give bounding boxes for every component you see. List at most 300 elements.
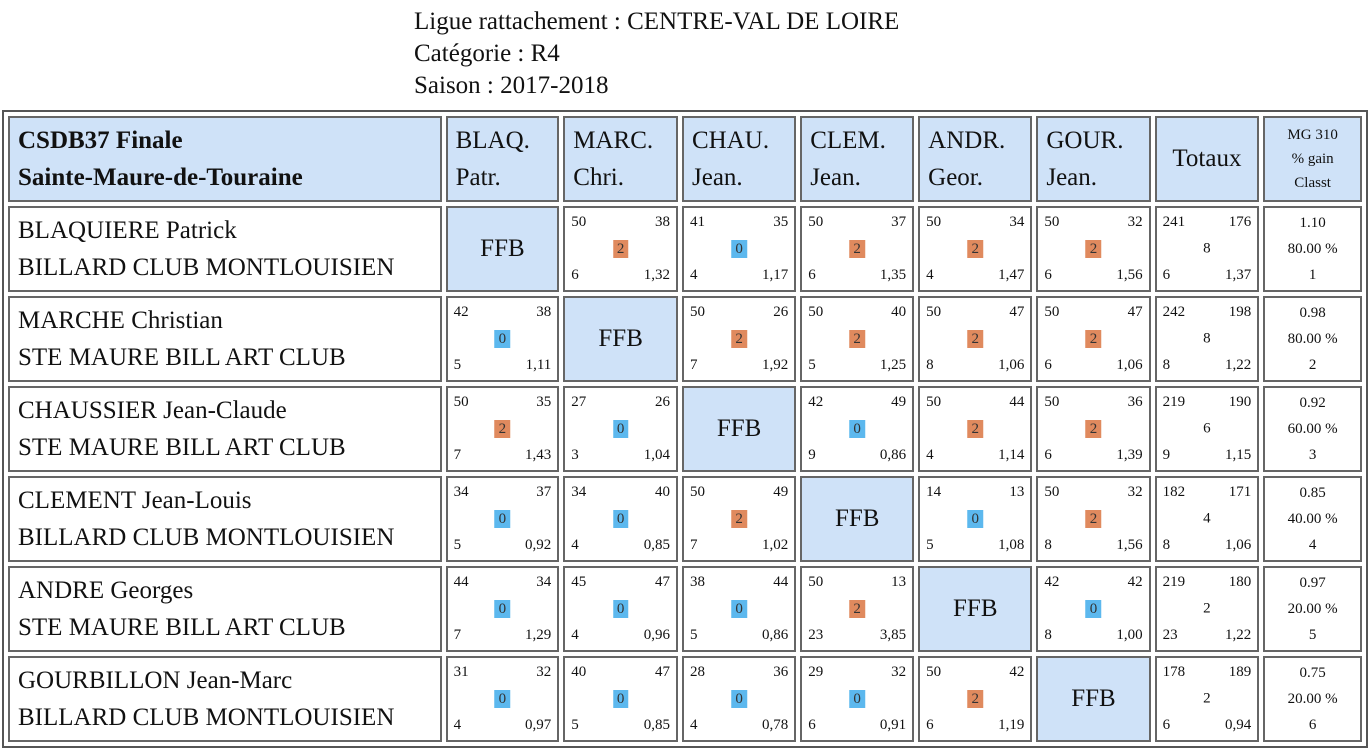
match-points-badge: 0 xyxy=(731,690,747,708)
innings: 4 xyxy=(571,537,579,553)
points-scored: 50 xyxy=(926,304,942,320)
player-name: BLAQUIERE Patrick xyxy=(18,217,237,244)
player-row xyxy=(8,656,1362,742)
average: 1,17 xyxy=(761,267,789,283)
average: 1,00 xyxy=(1116,627,1143,643)
player-cell xyxy=(8,206,442,292)
opponent-points: 47 xyxy=(1009,304,1025,320)
opponent-points: 47 xyxy=(655,664,670,680)
points-scored: 50 xyxy=(571,214,587,230)
opponent-points: 26 xyxy=(655,394,670,410)
ffb-cell: FFB xyxy=(563,296,678,382)
col-header-first: Jean. xyxy=(1046,164,1098,191)
innings: 4 xyxy=(926,267,934,283)
points-scored: 27 xyxy=(571,394,587,410)
best-innings: 8 xyxy=(1162,357,1171,373)
player-name: CHAUSSIER Jean-Claude xyxy=(18,397,287,424)
match-points-badge: 0 xyxy=(495,330,511,348)
points-scored: 50 xyxy=(926,664,942,680)
match-points-badge: 0 xyxy=(495,690,511,708)
totals-cell xyxy=(1155,206,1260,292)
points-scored: 42 xyxy=(1044,574,1060,590)
overall-average: 0,94 xyxy=(1225,717,1252,733)
header-row xyxy=(8,116,1362,202)
innings: 6 xyxy=(1044,267,1052,283)
average: 0,92 xyxy=(525,537,552,553)
player-club: STE MAURE BILL ART CLUB xyxy=(18,614,346,641)
col-header-3 xyxy=(682,116,796,202)
points-scored: 50 xyxy=(926,214,942,230)
points-scored: 45 xyxy=(571,574,587,590)
rank-value: 5 xyxy=(1308,627,1317,643)
innings: 3 xyxy=(571,447,579,463)
mg-label: MG 310 xyxy=(1287,127,1338,143)
opponent-points: 36 xyxy=(1127,394,1143,410)
best-innings: 8 xyxy=(1162,537,1171,553)
opponent-points: 32 xyxy=(1127,214,1143,230)
ligue-line: Ligue rattachement : CENTRE-VAL DE LOIRE xyxy=(414,8,900,35)
average: 1,25 xyxy=(879,357,907,373)
average: 1,08 xyxy=(998,537,1025,553)
match-points-badge: 2 xyxy=(968,240,984,258)
overall-average: 1,15 xyxy=(1225,447,1252,463)
innings: 6 xyxy=(571,267,579,283)
opponent-points: 34 xyxy=(1009,214,1025,230)
match-points-badge: 0 xyxy=(495,600,511,618)
average: 1,29 xyxy=(525,627,552,643)
opponent-points: 47 xyxy=(1127,304,1143,320)
gain-label: % gain xyxy=(1291,151,1334,167)
col-header-first: Chri. xyxy=(573,164,624,191)
col-header-abbr: GOUR. xyxy=(1046,127,1124,154)
totals-cell xyxy=(1155,656,1260,742)
best-innings: 6 xyxy=(1162,267,1171,283)
average: 1,14 xyxy=(998,447,1025,463)
player-row xyxy=(8,476,1362,562)
player-cell xyxy=(8,656,442,742)
col-header-1 xyxy=(446,116,560,202)
opponent-points: 44 xyxy=(1009,394,1025,410)
average: 0,85 xyxy=(643,537,670,553)
totals-cell xyxy=(1155,296,1260,382)
mg-value: 0.75 xyxy=(1299,665,1326,681)
points-scored: 50 xyxy=(1044,394,1060,410)
innings: 6 xyxy=(808,717,816,733)
average: 3,85 xyxy=(879,627,907,643)
innings: 6 xyxy=(808,267,816,283)
totals-cell xyxy=(1155,566,1260,652)
gain-value: 20.00 % xyxy=(1287,601,1338,617)
match-points-badge: 0 xyxy=(613,600,629,618)
player-cell xyxy=(8,566,442,652)
opponent-points: 34 xyxy=(536,574,552,590)
gain-value: 80.00 % xyxy=(1287,331,1338,347)
col-header-abbr: CHAU. xyxy=(692,127,770,154)
average: 1,43 xyxy=(525,447,552,463)
total-points: 242 xyxy=(1162,304,1186,320)
average: 1,35 xyxy=(879,267,907,283)
match-points-badge: 2 xyxy=(1086,240,1102,258)
match-points-badge: 2 xyxy=(731,330,747,348)
match-cell xyxy=(446,296,560,382)
match-cell xyxy=(918,476,1032,562)
match-cell xyxy=(682,206,796,292)
match-cell xyxy=(918,296,1032,382)
ffb-cell: FFB xyxy=(682,386,796,472)
stats-cell xyxy=(1263,656,1362,742)
overall-average: 1,06 xyxy=(1225,537,1252,553)
average: 0,97 xyxy=(525,717,552,733)
points-scored: 42 xyxy=(808,394,824,410)
gain-value: 60.00 % xyxy=(1287,421,1338,437)
rank-value: 2 xyxy=(1308,357,1317,373)
match-cell xyxy=(682,296,796,382)
average: 1,06 xyxy=(998,357,1025,373)
match-points-badge: 2 xyxy=(849,240,865,258)
match-cell xyxy=(446,566,560,652)
total-match-points: 8 xyxy=(1203,330,1211,347)
col-header-abbr: ANDR. xyxy=(928,127,1006,154)
player-cell xyxy=(8,296,442,382)
average: 0,78 xyxy=(761,717,789,733)
innings: 7 xyxy=(690,357,698,373)
match-points-badge: 2 xyxy=(731,510,747,528)
match-points-badge: 0 xyxy=(495,510,511,528)
points-scored: 50 xyxy=(1044,304,1060,320)
match-cell xyxy=(563,476,678,562)
innings: 6 xyxy=(1044,357,1052,373)
average: 1,39 xyxy=(1116,447,1143,463)
gain-value: 20.00 % xyxy=(1287,691,1338,707)
innings: 4 xyxy=(571,627,579,643)
overall-average: 1,37 xyxy=(1225,267,1252,283)
stats-cell xyxy=(1263,566,1362,652)
rank-value: 1 xyxy=(1308,267,1317,283)
player-club: BILLARD CLUB MONTLOUISIEN xyxy=(18,524,395,551)
opponent-points: 40 xyxy=(655,484,670,500)
points-scored: 38 xyxy=(690,574,705,590)
average: 1,47 xyxy=(998,267,1025,283)
col-header-abbr: CLEM. xyxy=(810,127,886,154)
innings: 4 xyxy=(926,447,934,463)
overall-average: 1,22 xyxy=(1225,627,1252,643)
stats-cell xyxy=(1263,476,1362,562)
average: 0,86 xyxy=(761,627,789,643)
opponent-points: 32 xyxy=(891,664,907,680)
tournament-title: CSDB37 Finale xyxy=(18,127,183,154)
innings: 23 xyxy=(808,627,824,643)
stats-cell xyxy=(1263,296,1362,382)
match-cell xyxy=(563,656,678,742)
average: 1,19 xyxy=(998,717,1025,733)
rank-value: 4 xyxy=(1308,537,1317,553)
innings: 5 xyxy=(453,537,462,553)
opponent-points: 49 xyxy=(773,484,789,500)
innings: 7 xyxy=(453,447,462,463)
opponent-points: 47 xyxy=(655,574,670,590)
average: 1,11 xyxy=(525,357,552,373)
points-scored: 50 xyxy=(1044,214,1060,230)
saison-line: Saison : 2017-2018 xyxy=(414,72,609,99)
total-points: 219 xyxy=(1162,574,1186,590)
match-cell xyxy=(446,386,560,472)
points-scored: 31 xyxy=(453,664,469,680)
points-scored: 50 xyxy=(690,484,705,500)
col-header-2 xyxy=(563,116,678,202)
match-points-badge: 0 xyxy=(613,510,629,528)
match-points-badge: 2 xyxy=(1086,330,1102,348)
innings: 5 xyxy=(926,537,934,553)
gain-value: 40.00 % xyxy=(1287,511,1338,527)
match-points-badge: 2 xyxy=(849,600,865,618)
player-cell xyxy=(8,386,442,472)
mg-value: 1.10 xyxy=(1299,215,1326,231)
results-grid xyxy=(2,110,1368,748)
opponent-points: 13 xyxy=(891,574,907,590)
points-scored: 41 xyxy=(690,214,705,230)
total-points: 178 xyxy=(1162,664,1186,680)
average: 1,56 xyxy=(1116,537,1143,553)
tournament-title-cell xyxy=(8,116,442,202)
average: 0,85 xyxy=(643,717,670,733)
match-cell xyxy=(918,386,1032,472)
total-opponent-points: 180 xyxy=(1228,574,1252,590)
total-opponent-points: 171 xyxy=(1228,484,1252,500)
player-club: BILLARD CLUB MONTLOUISIEN xyxy=(18,704,395,731)
points-scored: 28 xyxy=(690,664,705,680)
match-points-badge: 2 xyxy=(968,420,984,438)
col-header-5 xyxy=(918,116,1032,202)
ffb-cell: FFB xyxy=(800,476,914,562)
opponent-points: 40 xyxy=(891,304,907,320)
opponent-points: 49 xyxy=(891,394,907,410)
opponent-points: 37 xyxy=(536,484,552,500)
player-row xyxy=(8,566,1362,652)
match-points-badge: 2 xyxy=(613,240,629,258)
innings: 6 xyxy=(1044,447,1052,463)
innings: 5 xyxy=(808,357,816,373)
match-cell xyxy=(682,566,796,652)
opponent-points: 35 xyxy=(773,214,789,230)
points-scored: 50 xyxy=(690,304,705,320)
player-name: CLEMENT Jean-Louis xyxy=(18,487,252,514)
opponent-points: 38 xyxy=(536,304,552,320)
opponent-points: 38 xyxy=(655,214,670,230)
match-points-badge: 0 xyxy=(613,420,629,438)
match-cell xyxy=(800,656,914,742)
match-points-badge: 2 xyxy=(968,690,984,708)
classt-label: Classt xyxy=(1294,175,1331,191)
total-match-points: 8 xyxy=(1203,240,1211,257)
innings: 8 xyxy=(1044,627,1052,643)
col-header-abbr: MARC. xyxy=(573,127,654,154)
col-header-first: Jean. xyxy=(810,164,861,191)
player-club: STE MAURE BILL ART CLUB xyxy=(18,344,346,371)
total-points: 219 xyxy=(1162,394,1186,410)
points-scored: 50 xyxy=(453,394,469,410)
average: 1,06 xyxy=(1116,357,1143,373)
match-cell xyxy=(1036,476,1150,562)
average: 0,86 xyxy=(879,447,907,463)
total-points: 241 xyxy=(1162,214,1186,230)
match-points-badge: 0 xyxy=(1086,600,1102,618)
opponent-points: 26 xyxy=(773,304,789,320)
match-points-badge: 0 xyxy=(613,690,629,708)
points-scored: 14 xyxy=(926,484,942,500)
opponent-points: 32 xyxy=(1127,484,1143,500)
average: 0,96 xyxy=(643,627,670,643)
match-points-badge: 2 xyxy=(1086,510,1102,528)
points-scored: 50 xyxy=(926,394,942,410)
points-scored: 50 xyxy=(808,574,824,590)
stats-header xyxy=(1263,116,1362,202)
innings: 9 xyxy=(808,447,816,463)
points-scored: 42 xyxy=(453,304,469,320)
col-header-first: Patr. xyxy=(455,164,501,191)
col-header-4 xyxy=(800,116,914,202)
results-body xyxy=(8,206,1362,742)
match-cell xyxy=(800,296,914,382)
match-cell xyxy=(918,206,1032,292)
average: 1,32 xyxy=(643,267,670,283)
match-cell xyxy=(800,206,914,292)
opponent-points: 35 xyxy=(536,394,552,410)
categorie-line: Catégorie : R4 xyxy=(414,40,560,67)
match-cell xyxy=(563,566,678,652)
mg-value: 0.97 xyxy=(1299,575,1326,591)
totals-header: Totaux xyxy=(1155,116,1260,202)
total-opponent-points: 198 xyxy=(1228,304,1252,320)
col-header-6 xyxy=(1036,116,1150,202)
match-points-badge: 2 xyxy=(849,330,865,348)
points-scored: 50 xyxy=(808,214,824,230)
innings: 7 xyxy=(453,627,462,643)
player-name: GOURBILLON Jean-Marc xyxy=(18,667,293,694)
match-cell xyxy=(1036,566,1150,652)
points-scored: 50 xyxy=(1044,484,1060,500)
totals-cell xyxy=(1155,386,1260,472)
match-cell xyxy=(800,386,914,472)
innings: 5 xyxy=(690,627,698,643)
col-header-first: Geor. xyxy=(928,164,984,191)
points-scored: 50 xyxy=(808,304,824,320)
total-match-points: 6 xyxy=(1203,420,1211,437)
match-points-badge: 0 xyxy=(731,240,747,258)
ffb-cell: FFB xyxy=(918,566,1032,652)
opponent-points: 13 xyxy=(1009,484,1025,500)
stats-cell xyxy=(1263,206,1362,292)
tournament-header xyxy=(414,6,899,102)
total-match-points: 2 xyxy=(1203,690,1211,707)
innings: 8 xyxy=(926,357,934,373)
ffb-cell: FFB xyxy=(446,206,560,292)
totals-cell xyxy=(1155,476,1260,562)
innings: 4 xyxy=(690,717,698,733)
total-match-points: 2 xyxy=(1203,600,1211,617)
match-cell xyxy=(800,566,914,652)
innings: 7 xyxy=(690,537,698,553)
match-cell xyxy=(1036,296,1150,382)
innings: 4 xyxy=(690,267,698,283)
rank-value: 6 xyxy=(1308,717,1317,733)
average: 1,92 xyxy=(761,357,789,373)
match-points-badge: 2 xyxy=(1086,420,1102,438)
match-cell xyxy=(1036,206,1150,292)
overall-average: 1,22 xyxy=(1225,357,1252,373)
points-scored: 40 xyxy=(571,664,587,680)
player-row xyxy=(8,206,1362,292)
best-innings: 9 xyxy=(1162,447,1171,463)
match-points-badge: 0 xyxy=(968,510,984,528)
best-innings: 23 xyxy=(1162,627,1178,643)
opponent-points: 42 xyxy=(1009,664,1025,680)
innings: 5 xyxy=(571,717,579,733)
opponent-points: 37 xyxy=(891,214,907,230)
average: 1,56 xyxy=(1116,267,1143,283)
gain-value: 80.00 % xyxy=(1287,241,1338,257)
match-points-badge: 0 xyxy=(849,690,865,708)
innings: 4 xyxy=(453,717,462,733)
tournament-venue: Sainte-Maure-de-Touraine xyxy=(18,164,303,191)
stats-cell xyxy=(1263,386,1362,472)
best-innings: 6 xyxy=(1162,717,1171,733)
match-cell xyxy=(563,206,678,292)
player-row xyxy=(8,386,1362,472)
player-club: BILLARD CLUB MONTLOUISIEN xyxy=(18,254,395,281)
points-scored: 29 xyxy=(808,664,824,680)
mg-value: 0.85 xyxy=(1299,485,1326,501)
match-cell xyxy=(1036,386,1150,472)
innings: 5 xyxy=(453,357,462,373)
mg-value: 0.98 xyxy=(1299,305,1326,321)
opponent-points: 42 xyxy=(1127,574,1143,590)
opponent-points: 36 xyxy=(773,664,789,680)
match-cell xyxy=(682,476,796,562)
points-scored: 34 xyxy=(571,484,587,500)
total-points: 182 xyxy=(1162,484,1186,500)
match-cell xyxy=(563,386,678,472)
total-opponent-points: 189 xyxy=(1228,664,1252,680)
total-opponent-points: 190 xyxy=(1228,394,1252,410)
average: 1,02 xyxy=(761,537,789,553)
rank-value: 3 xyxy=(1308,447,1317,463)
player-name: ANDRE Georges xyxy=(18,577,194,604)
match-points-badge: 0 xyxy=(849,420,865,438)
points-scored: 44 xyxy=(453,574,469,590)
match-points-badge: 2 xyxy=(968,330,984,348)
innings: 8 xyxy=(1044,537,1052,553)
player-row xyxy=(8,296,1362,382)
col-header-first: Jean. xyxy=(692,164,743,191)
ffb-cell: FFB xyxy=(1036,656,1150,742)
average: 0,91 xyxy=(879,717,907,733)
match-cell xyxy=(918,656,1032,742)
opponent-points: 44 xyxy=(773,574,789,590)
player-name: MARCHE Christian xyxy=(18,307,223,334)
match-points-badge: 2 xyxy=(495,420,511,438)
match-points-badge: 0 xyxy=(731,600,747,618)
average: 1,04 xyxy=(643,447,670,463)
mg-value: 0.92 xyxy=(1299,395,1326,411)
match-cell xyxy=(682,656,796,742)
total-match-points: 4 xyxy=(1203,510,1211,527)
innings: 6 xyxy=(926,717,934,733)
match-cell xyxy=(446,476,560,562)
col-header-abbr: BLAQ. xyxy=(455,127,530,154)
match-cell xyxy=(446,656,560,742)
opponent-points: 32 xyxy=(536,664,552,680)
total-opponent-points: 176 xyxy=(1228,214,1252,230)
